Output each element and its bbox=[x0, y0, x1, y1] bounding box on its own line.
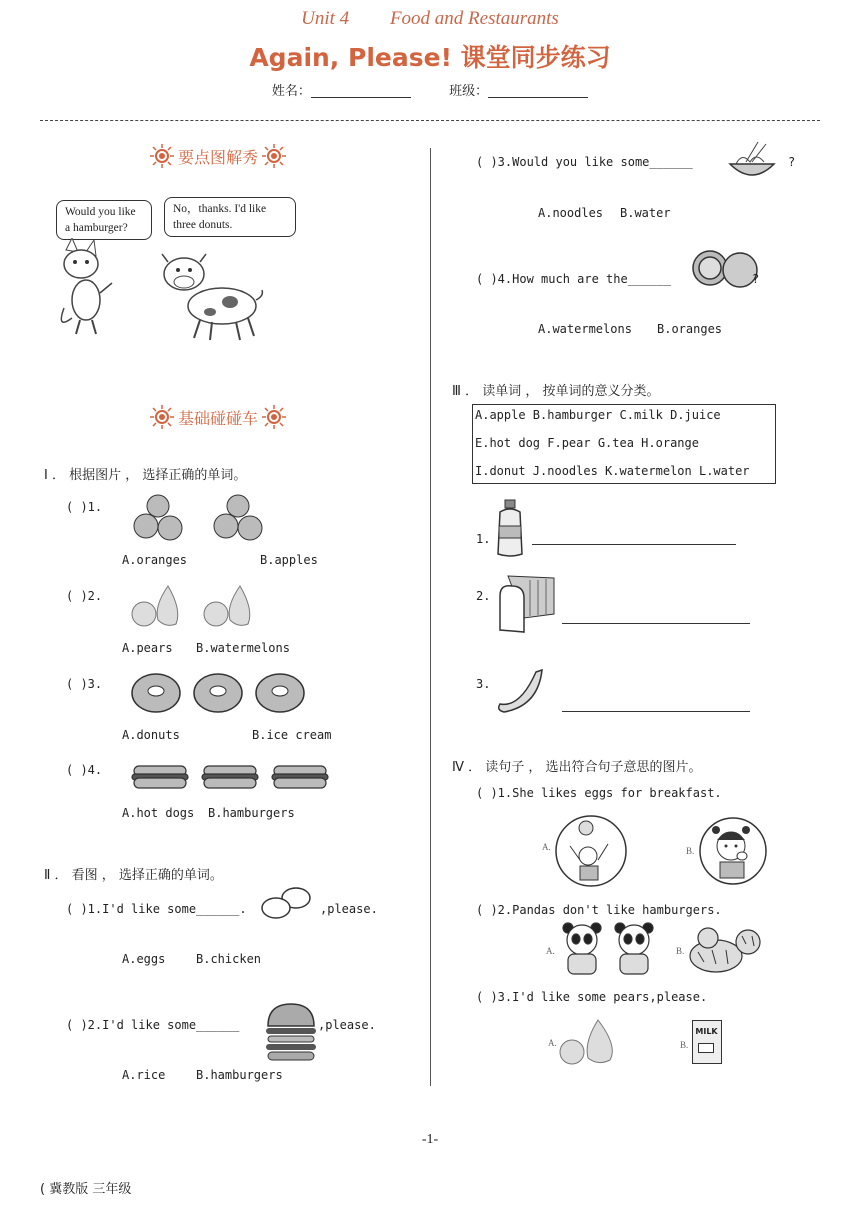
milk-carton-label: MILK bbox=[695, 1027, 718, 1036]
part1-q2-option-b[interactable]: B.watermelons bbox=[196, 641, 290, 655]
part2-q4-option-a[interactable]: A.watermelons bbox=[538, 322, 632, 336]
noodles-icon bbox=[726, 140, 778, 184]
cat-speech-bubble: Would you like a hamburger? bbox=[56, 200, 152, 240]
key-points-heading bbox=[150, 144, 286, 168]
sun-ornament-icon bbox=[150, 144, 174, 168]
part4-q3-text[interactable]: ( )3.I'd like some pears,please. bbox=[476, 990, 708, 1004]
part1-q1-option-a[interactable]: A.oranges bbox=[122, 553, 188, 567]
girl-basketball-icon bbox=[554, 814, 628, 888]
cow-illustration-icon bbox=[150, 252, 266, 342]
word-bank-line-2: E.hot dog F.pear G.tea H.orange bbox=[475, 436, 699, 450]
part2-q3-option-a[interactable]: A.noodles bbox=[538, 206, 604, 220]
part4-q2-a-label[interactable]: A. bbox=[546, 946, 555, 956]
sun-ornament-icon bbox=[262, 405, 286, 429]
part1-q3-bracket[interactable]: ( )3. bbox=[66, 677, 103, 691]
cow-speech-bubble: No，thanks. I'd like three donuts. bbox=[164, 197, 296, 237]
girl-eating-icon bbox=[698, 816, 768, 886]
part1-q4-bracket[interactable]: ( )4. bbox=[66, 763, 103, 777]
part2-q2-text[interactable]: ( )2.I'd like some______ bbox=[66, 1018, 240, 1032]
edition-note: ( 冀教版 三年级 bbox=[40, 1182, 132, 1197]
class-label: 班级： bbox=[449, 84, 489, 99]
part1-q3-option-a[interactable]: A.donuts bbox=[122, 728, 180, 742]
part4-q3-b-label[interactable]: B. bbox=[680, 1040, 689, 1050]
sun-ornament-icon bbox=[150, 405, 174, 429]
water-bottle-icon bbox=[494, 498, 526, 558]
basics-heading bbox=[150, 405, 286, 429]
part2-q4-text[interactable]: ( )4.How much are the______ bbox=[476, 272, 672, 286]
part2-q3-text[interactable]: ( )3.Would you like some______ bbox=[476, 155, 693, 169]
key-points-title: 要点图解秀 bbox=[178, 147, 259, 167]
part1-q2-option-a[interactable]: A.pears bbox=[122, 641, 173, 655]
word-bank-line-1: A.apple B.hamburger C.milk D.juice bbox=[475, 408, 721, 422]
part2-q1-option-b[interactable]: B.chicken bbox=[196, 952, 262, 966]
word-bank-box bbox=[472, 404, 776, 484]
sun-ornament-icon bbox=[262, 144, 286, 168]
page-title: Again, Please! 课堂同步练习 bbox=[249, 43, 611, 72]
eggs-icon bbox=[258, 886, 314, 920]
part3-num-2: 2. bbox=[476, 589, 491, 603]
page-number: -1- bbox=[421, 1132, 439, 1147]
part1-q4-option-b[interactable]: B.hamburgers bbox=[208, 806, 295, 820]
hot-dogs-icon bbox=[130, 756, 330, 792]
pears-option-icon bbox=[558, 1018, 624, 1066]
part1-q1-bracket[interactable]: ( )1. bbox=[66, 500, 103, 514]
tigers-icon bbox=[686, 922, 772, 978]
banana-icon bbox=[496, 666, 546, 714]
part3-answer-line-3[interactable] bbox=[562, 711, 750, 712]
part1-q2-bracket[interactable]: ( )2. bbox=[66, 589, 103, 603]
bread-icon bbox=[496, 574, 558, 634]
part2-q1-option-a[interactable]: A.eggs bbox=[122, 952, 166, 966]
pears-icon bbox=[126, 580, 266, 630]
part2-q2-option-a[interactable]: A.rice bbox=[122, 1068, 166, 1082]
part4-q1-a-label[interactable]: A. bbox=[542, 842, 551, 852]
part2-q3-tail: ? bbox=[788, 155, 796, 169]
part1-q4-option-a[interactable]: A.hot dogs bbox=[122, 806, 195, 820]
part4-q2-text[interactable]: ( )2.Pandas don't like hamburgers. bbox=[476, 903, 722, 917]
unit-title: Food and Restaurants bbox=[389, 8, 559, 29]
column-divider bbox=[430, 148, 431, 1086]
part2-q4-tail: ? bbox=[752, 272, 760, 286]
part3-num-3: 3. bbox=[476, 677, 491, 691]
part2-q1-text[interactable]: ( )1.I'd like some______. bbox=[66, 902, 247, 916]
part4-title: Ⅳ ． 读句子 ， 选出符合句子意思的图片。 bbox=[452, 760, 702, 775]
part1-title: Ⅰ ． 根据图片 ， 选择正确的单词。 bbox=[44, 468, 247, 483]
part2-q3-option-b[interactable]: B.water bbox=[620, 206, 671, 220]
part4-q1-b-label[interactable]: B. bbox=[686, 846, 695, 856]
part2-q4-option-b[interactable]: B.oranges bbox=[657, 322, 723, 336]
apples-icon bbox=[130, 492, 270, 544]
part3-title: Ⅲ ． 读单词 ， 按单词的意义分类。 bbox=[452, 384, 660, 399]
name-blank[interactable] bbox=[311, 86, 411, 98]
part2-q2-option-b[interactable]: B.hamburgers bbox=[196, 1068, 283, 1082]
dashed-divider bbox=[40, 120, 820, 121]
donuts-icon bbox=[130, 672, 310, 714]
unit-number: Unit 4 bbox=[301, 8, 350, 29]
unit-header bbox=[0, 8, 860, 30]
class-blank[interactable] bbox=[488, 86, 588, 98]
part3-answer-line-1[interactable] bbox=[532, 544, 736, 545]
oranges-icon bbox=[690, 248, 760, 290]
part4-q3-a-label[interactable]: A. bbox=[548, 1038, 557, 1048]
pandas-icon bbox=[558, 922, 662, 978]
part3-answer-line-2[interactable] bbox=[562, 623, 750, 624]
hamburger-icon bbox=[264, 1002, 318, 1062]
basics-title: 基础碰碰车 bbox=[178, 408, 259, 428]
part2-q1-tail: ,please. bbox=[320, 902, 378, 916]
part2-q2-tail: ,please. bbox=[318, 1018, 376, 1032]
cat-illustration-icon bbox=[46, 238, 126, 338]
part3-num-1: 1. bbox=[476, 532, 491, 546]
part1-q3-option-b[interactable]: B.ice cream bbox=[252, 728, 332, 742]
word-bank-line-3: I.donut J.noodles K.watermelon L.water bbox=[475, 464, 750, 478]
part4-q2-b-label[interactable]: B. bbox=[676, 946, 685, 956]
name-class-row bbox=[0, 80, 860, 99]
part2-title: Ⅱ ． 看图 ， 选择正确的单词。 bbox=[44, 868, 223, 883]
name-label: 姓名： bbox=[271, 84, 311, 99]
milk-carton-icon bbox=[692, 1020, 722, 1064]
part4-q1-text[interactable]: ( )1.She likes eggs for breakfast. bbox=[476, 786, 722, 800]
part1-q1-option-b[interactable]: B.apples bbox=[260, 553, 318, 567]
